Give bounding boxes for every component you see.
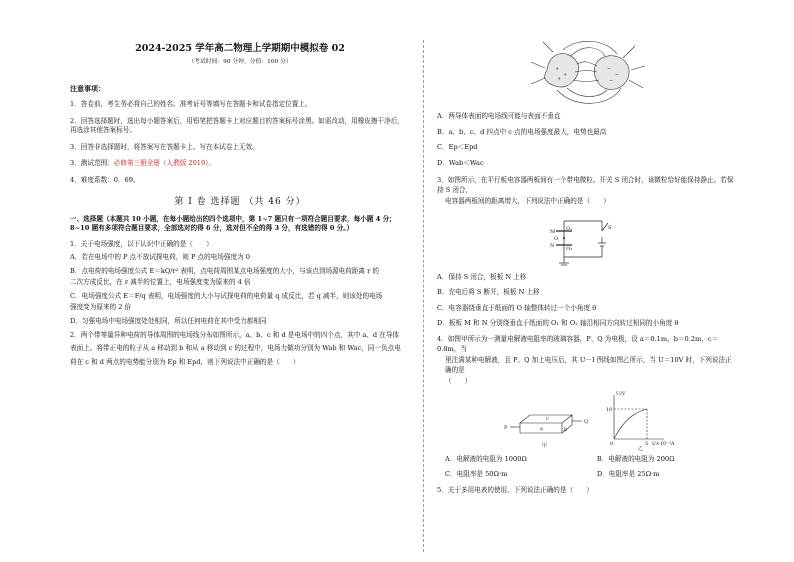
q4-line-3: （ ） [445,377,472,386]
notice-item-1: 1．答卷前，考生务必将自己的姓名、准考证号等填写在答题卡和试卷指定位置上。 [70,100,312,109]
capacitor-circuit-figure [542,209,632,271]
q1-option-b-line1: B．点电荷的电场强度公式 E＝kQ/r² 表明，点电荷周围某点电场强度的大小，与该点到场源电荷距离 r 的 [70,266,379,275]
exam-title: 2024-2025 学年高二物理上学期期中模拟卷 02 [135,43,345,54]
svg-text:+: + [557,76,562,82]
q2-line-1: 2．两个带等量异种电荷的导体周围的电场线分布如图所示，a、b、c 和 d 是电场中的四个点，其中 a、d 在导体 [70,330,400,339]
q1-option-a: A．若在电场中的 P 点不放试探电荷，则 P 点的电场强度为 0 [70,253,250,262]
notice-scope-value: 必修第三册全册（人教版 2019）。 [113,159,216,168]
q2-option-c: C．Ep＜Epd [437,143,478,152]
q1-option-d: D．匀强电场中电场强度处处相同，所以任何电荷在其中受力都相同 [70,317,267,325]
q4-line-2: 里注满某种电解液，且 P、Q 加上电压后，其 U－I 图线如图乙所示，当 U＝10V 时，下列说法正确的是 [445,356,732,374]
q1-option-b-line2: 二次方成反比，在 r 减半的位置上，电场强度变为原来的 4 倍 [70,278,251,287]
right-column [437,40,737,495]
q4-option-c: C．电阻率是 50Ω·m [445,470,508,479]
q3-option-c: C．电容器绕垂直于纸面的 O 轴整体转过一个小角度 θ [437,303,597,312]
q4-options-row-1 [445,455,737,465]
q2-line-3: 荷在 c 和 d 两点的电势能分别为 Ep 和 Epd，则下列说法中正确的是（ ） [70,357,300,366]
q2-option-d: D．Wab＜Wac [437,158,484,167]
label-p: P [504,424,508,431]
label-yi: 乙 [638,445,644,452]
label-o: O [554,235,559,242]
svg-text:+: + [555,66,560,72]
q2-line-2: 表面上。将带正电的粒子从 a 移动到 b 和从 a 移动到 c 的过程中，电场力做功分别为 Wab 和 Wac，同一负点电 [70,344,401,353]
label-a: a [540,425,543,432]
label-o1: O₁ [566,225,573,232]
svg-text:−: − [615,72,620,78]
q4-option-d: D．电阻率是 25Ω·m [596,470,660,479]
question-2 [70,331,410,368]
q1-stem: 1．关于电场强度，以下认识中正确的是（ ） [70,239,213,248]
notice-scope [70,159,410,169]
q4-option-b: B．电解液的电阻为 200Ω [596,454,675,463]
notice-item-2: 2．回答选择题时，选出每小题答案后，用铅笔把答题卡上对应题目的答案标号涂黑。如需改动，用橡皮擦干净后，再选涂其他答案标号。 [70,116,404,135]
label-c: c [546,415,549,422]
label-jia: 甲 [542,442,548,449]
svg-text:+: + [563,72,568,78]
q4-options-row-2 [445,470,737,480]
notice-difficulty: 4．难度系数：0．69。 [70,176,140,185]
label-i-axis: I/×10⁻³A [652,440,675,447]
q3-option-d: D．板板 M 和 N 分别绕垂直于纸面的 O₁ 和 O₂ 轴沿相同方向转过相同的小角度 θ [437,319,679,328]
q3-option-a: A．保持 S 闭合，板板 N 上移 [437,272,527,281]
column-divider [423,40,424,552]
q1-option-c-line1: C．电场强度公式 E＝F/q 表明，电场强度的大小与试探电荷的电荷量 q 成反比，若 q 减半，则该处的电场 [70,291,383,300]
label-o2: O₂ [566,245,573,252]
label-u-axis: U/V [616,390,626,397]
svg-text:−: − [609,78,614,84]
q4-option-a: A．电解液的电阻为 1000Ω [445,454,527,463]
svg-text:−: − [607,66,612,72]
q1-option-c-line2: 强度变为原来的 2 倍 [70,303,132,312]
q2-option-b: B．a、b、c、d 四点中 c 点的电场强度最大，电势也最高 [437,127,607,136]
notice-item-3: 3．回答非选择题时，将答案写在答题卡上。写在本试卷上无效。 [70,142,259,151]
label-m: M [550,228,556,235]
label-tick-5: 5 [645,440,649,447]
q3-line-1: 3．如图所示，在平行板电容器两板间有一个带电微粒。开关 S 闭合时，该微粒恰好能保持静止。若保持 S 闭合， [437,176,734,194]
part-title: 第 I 卷 选择题 （共 46 分） [174,196,306,207]
label-n: N [550,242,555,249]
label-tick-10: 10 [606,406,613,413]
field-lines-figure [527,40,647,108]
label-origin: 0 [610,440,614,447]
q2-option-a: A．两导体表面的电场线可能与表面不垂直 [437,112,561,120]
electrolyte-figures [502,387,675,452]
label-b: b [564,426,568,433]
notice-heading: 注意事项： [70,84,105,94]
q4-line-1: 4．如图甲所示为一测量电解液电阻率的玻璃容器，P、Q 为电极，设 a＝0.1m，b＝0.2m，c＝0.8m，当 [437,335,719,353]
q5-stem: 5．关于多用电表的使用，下列说法正确的是（ ） [437,485,593,494]
label-s: S [608,224,612,231]
exam-subtitle: （考试时间：90 分钟，分值：100 分） [188,58,292,65]
notice-scope-prefix: 3．测试范围： [70,159,114,168]
q3-option-b: B．充电后将 S 断开，板板 N 上移 [437,288,540,297]
q3-line-2: 电容器两板间的距离增大，下列说法中正确的是（ ） [445,197,610,206]
question-1 [70,240,410,327]
label-q: Q [584,418,589,425]
left-column [70,40,410,371]
part-instructions: 一、选择题（本题共 10 小题，在每小题给出的四个选项中，第 1~7 题只有一项符合题目要求，每小题 4 分；8~10 题有多项符合题目要求，全部选对的得 6 分，选对但不全的得 3 分，有选错的得 0 分。） [70,214,396,233]
notice-list [70,100,410,185]
